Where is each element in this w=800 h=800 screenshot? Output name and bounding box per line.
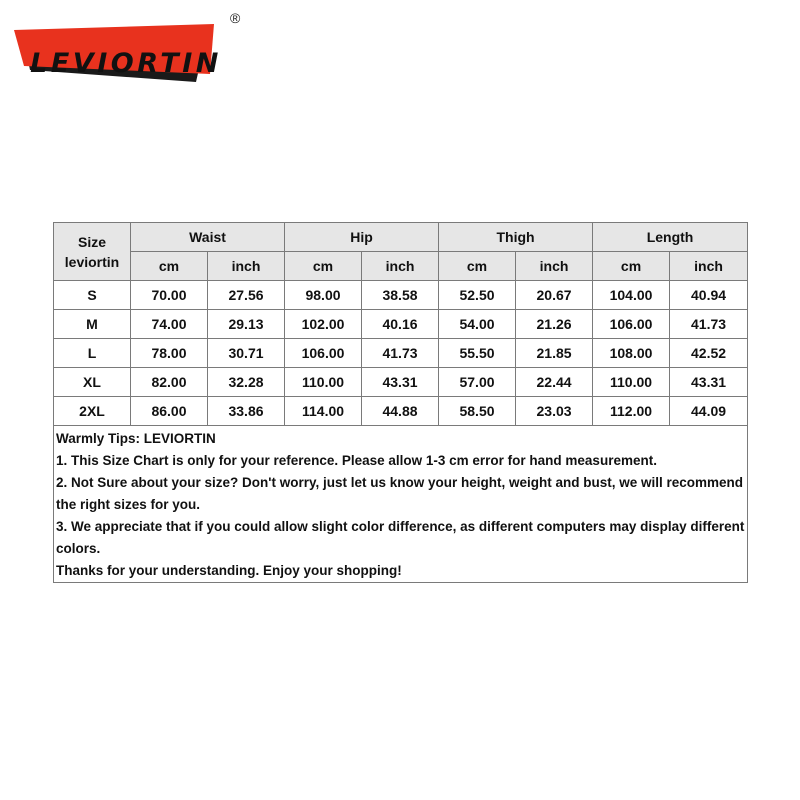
size-cell: S	[54, 281, 131, 310]
value-cell: 29.13	[208, 310, 285, 339]
value-cell: 43.31	[362, 368, 439, 397]
value-cell: 70.00	[131, 281, 208, 310]
value-cell: 44.09	[670, 397, 748, 426]
value-cell: 21.26	[516, 310, 593, 339]
brand-name: LEVIORTIN	[30, 48, 222, 79]
note-line-3: 3. We appreciate that if you could allow slight color difference, as different computers may display different colors.	[56, 519, 745, 556]
value-cell: 98.00	[285, 281, 362, 310]
note-line-1: 1. This Size Chart is only for your reference. Please allow 1-3 cm error for hand measurement.	[56, 453, 657, 468]
unit-header: cm	[131, 252, 208, 281]
value-cell: 30.71	[208, 339, 285, 368]
value-cell: 102.00	[285, 310, 362, 339]
value-cell: 108.00	[593, 339, 670, 368]
header-row-units	[54, 252, 748, 281]
table-row-m	[54, 310, 748, 339]
group-header-hip: Hip	[285, 223, 439, 252]
value-cell: 38.58	[362, 281, 439, 310]
value-cell: 32.28	[208, 368, 285, 397]
size-cell: L	[54, 339, 131, 368]
size-cell: XL	[54, 368, 131, 397]
value-cell: 57.00	[439, 368, 516, 397]
value-cell: 110.00	[285, 368, 362, 397]
value-cell: 44.88	[362, 397, 439, 426]
unit-header: inch	[362, 252, 439, 281]
size-chart-table	[53, 222, 748, 583]
value-cell: 58.50	[439, 397, 516, 426]
value-cell: 78.00	[131, 339, 208, 368]
unit-header: inch	[670, 252, 748, 281]
table-row-s	[54, 281, 748, 310]
value-cell: 20.67	[516, 281, 593, 310]
size-cell: M	[54, 310, 131, 339]
value-cell: 21.85	[516, 339, 593, 368]
unit-header: cm	[439, 252, 516, 281]
group-header-length: Length	[593, 223, 748, 252]
group-header-waist: Waist	[131, 223, 285, 252]
value-cell: 55.50	[439, 339, 516, 368]
value-cell: 23.03	[516, 397, 593, 426]
value-cell: 106.00	[593, 310, 670, 339]
unit-header: cm	[285, 252, 362, 281]
group-header-thigh: Thigh	[439, 223, 593, 252]
size-notes	[54, 426, 748, 583]
value-cell: 40.94	[670, 281, 748, 310]
value-cell: 43.31	[670, 368, 748, 397]
notes-title: Warmly Tips: LEVIORTIN	[56, 431, 216, 446]
value-cell: 112.00	[593, 397, 670, 426]
unit-header: inch	[208, 252, 285, 281]
value-cell: 82.00	[131, 368, 208, 397]
value-cell: 41.73	[362, 339, 439, 368]
value-cell: 27.56	[208, 281, 285, 310]
note-line-2: 2. Not Sure about your size? Don't worry, just let us know your height, weight and bust, we will recommend the right sizes for you.	[56, 475, 744, 512]
registered-mark: ®	[230, 10, 241, 26]
size-header-line2: leviortin	[64, 253, 120, 270]
value-cell: 52.50	[439, 281, 516, 310]
value-cell: 106.00	[285, 339, 362, 368]
notes-row	[54, 426, 748, 583]
size-header-line1: Size	[77, 233, 106, 250]
table-row-l	[54, 339, 748, 368]
table-row-xl	[54, 368, 748, 397]
note-thanks: Thanks for your understanding. Enjoy your shopping!	[56, 563, 402, 578]
size-cell: 2XL	[54, 397, 131, 426]
header-row-groups	[54, 223, 748, 252]
value-cell: 86.00	[131, 397, 208, 426]
value-cell: 114.00	[285, 397, 362, 426]
value-cell: 40.16	[362, 310, 439, 339]
unit-header: cm	[593, 252, 670, 281]
value-cell: 22.44	[516, 368, 593, 397]
value-cell: 74.00	[131, 310, 208, 339]
value-cell: 104.00	[593, 281, 670, 310]
unit-header: inch	[516, 252, 593, 281]
size-column-header	[54, 223, 131, 281]
table-row-2xl	[54, 397, 748, 426]
value-cell: 54.00	[439, 310, 516, 339]
value-cell: 42.52	[670, 339, 748, 368]
brand-logo	[10, 10, 250, 90]
value-cell: 41.73	[670, 310, 748, 339]
value-cell: 110.00	[593, 368, 670, 397]
value-cell: 33.86	[208, 397, 285, 426]
